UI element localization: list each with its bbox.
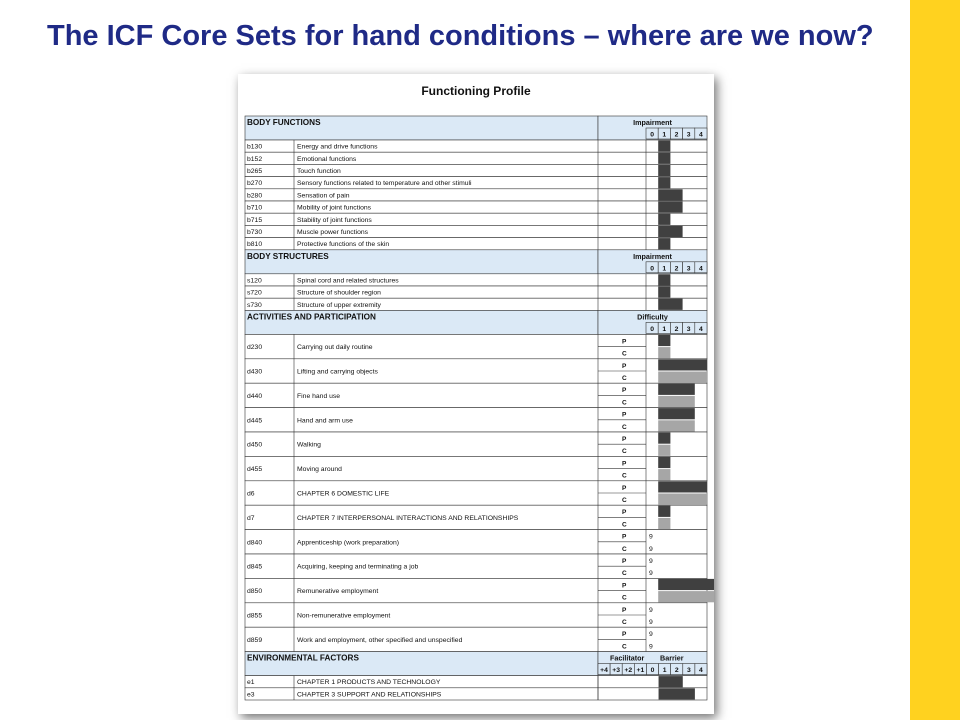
performance-label: P (622, 411, 627, 419)
scale-label-barrier: Barrier (660, 653, 684, 663)
capacity-bar (658, 420, 695, 431)
row-label: CHAPTER 3 SUPPORT AND RELATIONSHIPS (297, 691, 442, 699)
performance-bar (658, 433, 670, 444)
scale-label: Impairment (633, 118, 672, 127)
row-label: Touch function (297, 168, 341, 175)
row-label: Carrying out daily routine (297, 344, 373, 352)
scale-tick-label: +3 (612, 667, 621, 675)
row-code: b710 (247, 204, 263, 212)
scale-label-facilitator: Facilitator (610, 653, 645, 663)
scale-tick-label: 4 (699, 325, 703, 333)
impairment-bar (658, 226, 682, 237)
row-code: d6 (247, 490, 255, 498)
performance-label: P (622, 558, 627, 565)
row-code: d845 (247, 563, 263, 571)
capacity-label: C (622, 375, 627, 382)
scale-tick-label: 2 (674, 131, 679, 139)
not-applicable-marker: 9 (649, 570, 653, 578)
capacity-bar (658, 396, 695, 407)
row-label: Lifting and carrying objects (297, 368, 378, 376)
scale-tick-label: 4 (699, 265, 703, 273)
row-code: s730 (247, 301, 262, 309)
scale-tick-label: 3 (686, 667, 691, 675)
row-code: e1 (247, 679, 255, 687)
capacity-label: C (622, 594, 627, 602)
performance-label: P (622, 362, 627, 370)
row-code: b152 (247, 155, 263, 163)
row-code: d230 (247, 344, 263, 352)
impairment-bar (658, 299, 682, 310)
barrier-bar (659, 688, 695, 699)
performance-label: P (622, 484, 627, 492)
row-code: b810 (247, 241, 263, 249)
row-label: Muscle power functions (297, 229, 369, 236)
row-code: b270 (247, 180, 263, 188)
capacity-bar (658, 469, 670, 480)
row-code: d430 (247, 368, 263, 376)
row-code: b265 (247, 168, 263, 175)
capacity-label: C (622, 521, 627, 529)
capacity-label: C (622, 497, 627, 504)
row-code: d450 (247, 441, 263, 449)
row-code: d440 (247, 392, 263, 400)
scale-tick-label: 3 (686, 325, 691, 333)
row-label: Sensation of pain (297, 192, 350, 200)
scale-tick-label: 3 (686, 265, 691, 273)
performance-bar (658, 579, 714, 590)
scale-tick-label: 1 (662, 325, 667, 333)
row-label: Sensory functions related to temperature and other stimuli (297, 180, 472, 188)
scale-tick-label: +2 (624, 667, 633, 675)
performance-label: P (622, 582, 627, 590)
row-code: s120 (247, 277, 262, 285)
scale-tick-label: 1 (662, 265, 667, 273)
performance-label: P (622, 509, 627, 517)
scale-tick-label: 2 (674, 265, 679, 273)
functioning-profile-document (238, 74, 714, 714)
row-label: Structure of shoulder region (297, 289, 381, 297)
row-label: Protective functions of the skin (297, 241, 390, 249)
scale-tick-label: 1 (662, 667, 667, 675)
impairment-bar (658, 238, 670, 249)
impairment-bar (658, 165, 670, 176)
impairment-bar (658, 274, 670, 285)
row-code: b130 (247, 143, 263, 151)
performance-label: P (622, 533, 627, 541)
capacity-bar (658, 591, 714, 602)
scale-tick-label: 0 (650, 131, 654, 139)
row-label: CHAPTER 6 DOMESTIC LIFE (297, 490, 390, 498)
scale-tick-label: 4 (699, 667, 703, 675)
row-label: Walking (297, 441, 321, 449)
capacity-label: C (622, 619, 627, 626)
row-code: b715 (247, 216, 263, 224)
not-applicable-marker: 9 (649, 631, 653, 639)
performance-bar (658, 359, 707, 370)
not-applicable-marker: 9 (649, 533, 653, 541)
performance-bar (658, 457, 670, 468)
section-heading: ACTIVITIES AND PARTICIPATION (247, 312, 376, 322)
row-label: Energy and drive functions (297, 143, 378, 151)
impairment-bar (658, 153, 670, 164)
scale-tick-label: 0 (650, 325, 654, 333)
scale-tick-label: 2 (674, 325, 679, 333)
row-label: Work and employment, other specified and unspecified (297, 636, 463, 644)
section-heading: BODY FUNCTIONS (247, 118, 321, 127)
row-label: Stability of joint functions (297, 216, 372, 224)
capacity-label: C (622, 570, 627, 578)
impairment-bar (658, 214, 670, 225)
impairment-bar (658, 287, 670, 298)
row-code: e3 (247, 691, 255, 699)
row-label: Non-remunerative employment (297, 612, 391, 620)
impairment-bar (658, 177, 670, 188)
performance-bar (658, 335, 670, 346)
not-applicable-marker: 9 (649, 643, 653, 651)
scale-tick-label: +1 (636, 667, 645, 675)
row-code: d7 (247, 514, 255, 522)
row-label: Hand and arm use (297, 417, 353, 425)
slide-title: The ICF Core Sets for hand conditions – where are we now? (47, 20, 874, 52)
capacity-bar (658, 445, 670, 456)
row-label: Apprenticeship (work preparation) (297, 539, 400, 547)
row-label: Acquiring, keeping and terminating a job (297, 563, 419, 571)
scale-tick-label: 1 (662, 131, 667, 139)
capacity-label: C (622, 448, 627, 456)
performance-label: P (622, 631, 627, 639)
row-code: d850 (247, 588, 263, 596)
not-applicable-marker: 9 (649, 558, 653, 565)
row-label: CHAPTER 7 INTERPERSONAL INTERACTIONS AND RELATIONSHIPS (297, 514, 519, 522)
accent-sidebar (910, 0, 960, 720)
capacity-label: C (622, 545, 627, 553)
performance-label: P (622, 460, 627, 468)
scale-tick-label: +4 (600, 667, 608, 675)
row-code: b730 (247, 229, 263, 236)
row-label: Structure of upper extremity (297, 301, 381, 309)
performance-bar (658, 408, 695, 419)
section-heading: BODY STRUCTURES (247, 251, 329, 261)
impairment-bar (658, 189, 682, 200)
capacity-bar (658, 494, 707, 505)
impairment-bar (658, 202, 682, 213)
scale-tick-label: 0 (650, 667, 655, 675)
impairment-bar (658, 141, 670, 152)
performance-bar (658, 481, 707, 492)
row-code: s720 (247, 289, 262, 297)
capacity-label: C (622, 423, 627, 431)
capacity-label: C (622, 472, 627, 480)
row-code: d855 (247, 612, 263, 620)
row-code: b280 (247, 192, 263, 200)
row-code: d840 (247, 539, 263, 547)
row-code: d445 (247, 417, 263, 425)
capacity-bar (658, 372, 707, 383)
performance-label: P (622, 338, 627, 346)
scale-tick-label: 2 (674, 667, 679, 675)
not-applicable-marker: 9 (649, 545, 653, 553)
capacity-bar (658, 347, 670, 358)
row-label: Mobility of joint functions (297, 204, 372, 212)
row-label: Emotional functions (297, 155, 357, 163)
scale-tick-label: 0 (650, 265, 654, 273)
capacity-bar (658, 518, 670, 529)
row-code: d859 (247, 636, 263, 644)
performance-label: P (622, 436, 627, 443)
row-label: Spinal cord and related structures (297, 277, 399, 285)
row-code: d455 (247, 466, 263, 474)
capacity-label: C (622, 399, 627, 407)
functioning-profile-table (238, 74, 714, 714)
performance-label: P (622, 387, 627, 395)
scale-tick-label: 4 (699, 131, 703, 139)
row-label: Moving around (297, 466, 342, 474)
section-heading: ENVIRONMENTAL FACTORS (247, 653, 359, 663)
capacity-label: C (622, 350, 627, 358)
row-label: Fine hand use (297, 392, 341, 400)
document-title: Functioning Profile (421, 84, 531, 98)
performance-label: P (622, 606, 627, 614)
scale-label: Impairment (633, 251, 672, 261)
scale-tick-label: 3 (686, 131, 691, 139)
capacity-label: C (622, 643, 627, 651)
row-label: CHAPTER 1 PRODUCTS AND TECHNOLOGY (297, 679, 441, 687)
barrier-bar (659, 676, 683, 687)
scale-label: Difficulty (637, 312, 668, 322)
not-applicable-marker: 9 (649, 606, 653, 614)
performance-bar (658, 506, 670, 517)
row-label: Remunerative employment (297, 588, 379, 596)
not-applicable-marker: 9 (649, 619, 653, 626)
performance-bar (658, 384, 695, 395)
